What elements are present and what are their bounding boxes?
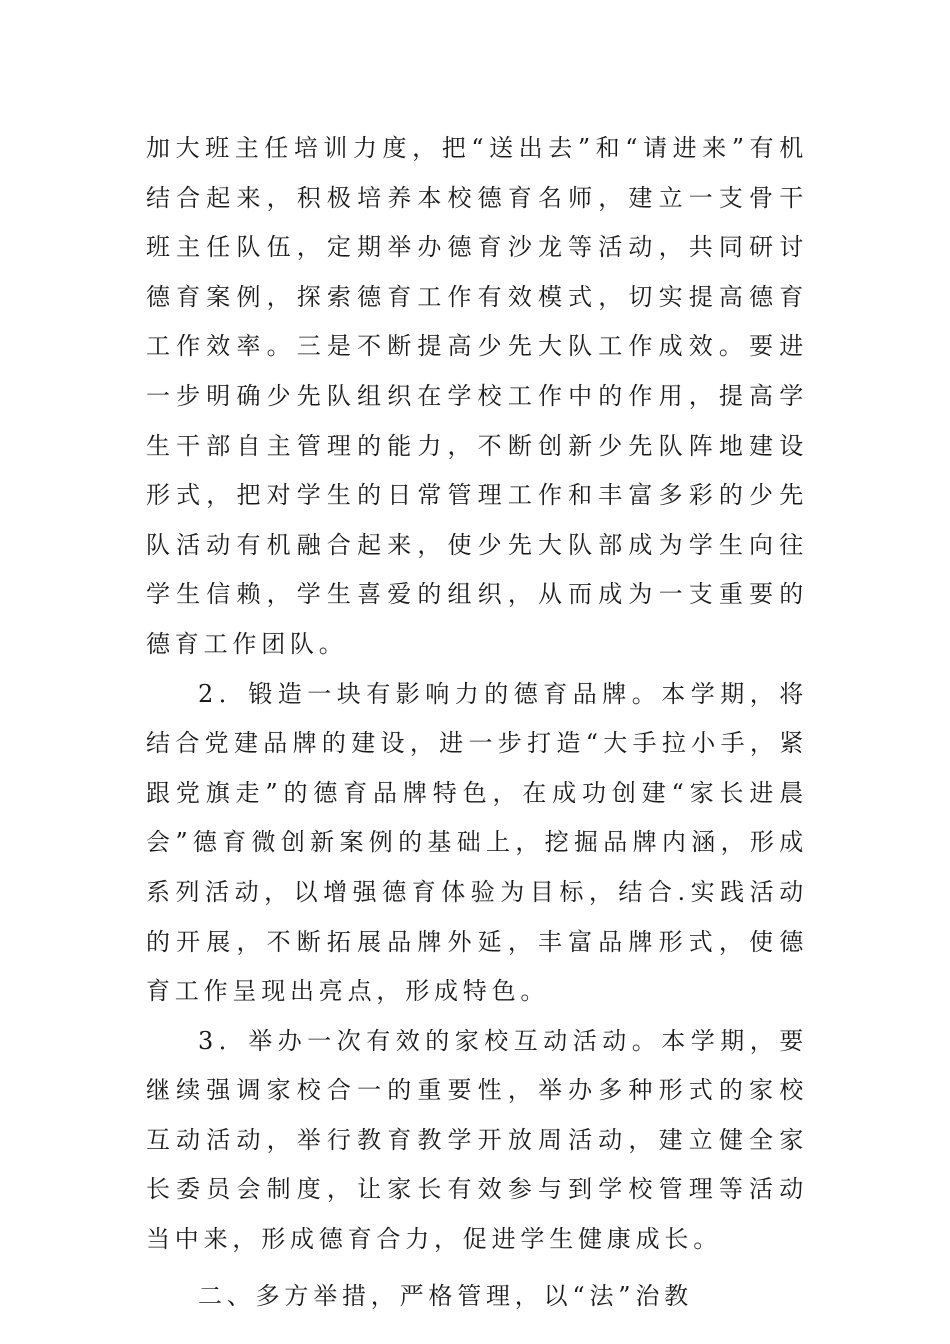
paragraph-home-school: 3．举办一次有效的家校互动活动。本学期，要继续强调家校合一的重要性，举办多种形式的家校互动活动，举行教育教学开放周活动，建立健全家长委员会制度，让家长有效参与到学校管理等活动当中来，形成德育合力，促进学生健康成长。 xyxy=(146,1026,808,1254)
paragraph-teacher-training: 加大班主任培训力度，把“送出去”和“请进来”有机结合起来，积极培养本校德育名师，建立一支骨干班主任队伍，定期举办德育沙龙等活动，共同研讨德育案例，探索德育工作有效模式，切实提高德育工作效率。三是不断提高少先大队工作成效。要进一步明确少先队组织在学校工作中的作用，提高学生干部自主管理的能力，不断创新少先队阵地建设形式，把对学生的日常管理工作和丰富多彩的少先队活动有机融合起来，使少先大队部成为学生向往学生信赖，学生喜爱的组织，从而成为一支重要的德育工作团队。 xyxy=(146,134,808,658)
document-body xyxy=(146,124,808,1321)
section-heading: 二、多方举措，严格管理，以“法”治教 xyxy=(198,1281,693,1310)
paragraph-moral-brand: 2．锻造一块有影响力的德育品牌。本学期，将结合党建品牌的建设，进一步打造“大手拉小手，紧跟党旗走”的德育品牌特色，在成功创建“家长进晨会”德育微创新案例的基础上，挖掘品牌内涵，形成系列活动，以增强德育体验为目标，结合.实践活动的开展，不断拓展品牌外延，丰富品牌形式，使德育工作呈现出亮点，形成特色。 xyxy=(146,679,808,1006)
